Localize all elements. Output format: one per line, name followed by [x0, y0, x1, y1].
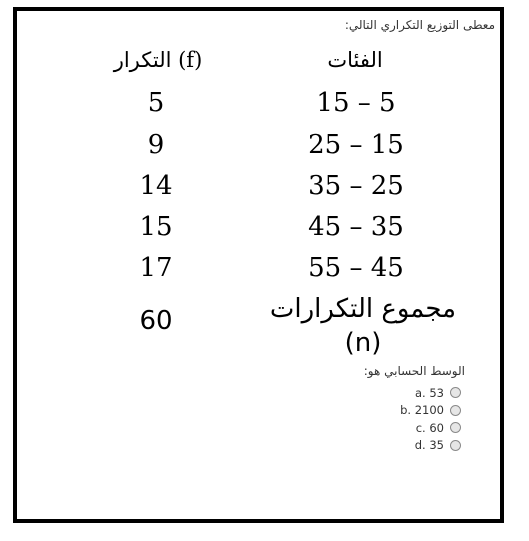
option-d[interactable]	[261, 437, 461, 455]
class-cell: 15 – 5	[316, 88, 396, 118]
option-label: a. 53	[415, 385, 444, 400]
class-cell: 35 – 25	[308, 171, 404, 201]
radio-button[interactable]	[450, 405, 461, 416]
frequency-cell: 5	[147, 88, 165, 118]
class-cell: 55 – 45	[308, 253, 404, 283]
class-cell: 25 – 15	[308, 130, 404, 160]
option-label: b. 2100	[400, 403, 444, 418]
option-label: d. 35	[414, 438, 444, 453]
radio-button[interactable]	[450, 440, 461, 451]
option-c[interactable]	[261, 419, 461, 437]
option-label: c. 60	[415, 420, 444, 435]
header-frequency: التكرار (f)	[113, 48, 203, 72]
question-intro: معطى التوزيع التكراري التالي:	[344, 18, 495, 32]
answer-options	[261, 384, 461, 454]
frequency-cell: 17	[139, 253, 173, 283]
option-a[interactable]	[261, 384, 461, 402]
option-b[interactable]	[261, 402, 461, 420]
sum-label: مجموع التكرارات (n)	[269, 294, 457, 358]
radio-button[interactable]	[450, 387, 461, 398]
frequency-cell: 15	[139, 212, 173, 242]
header-classes: الفئات	[327, 48, 383, 72]
sum-value: 60	[139, 306, 173, 336]
frequency-cell: 9	[147, 130, 165, 160]
frequency-cell: 14	[139, 171, 173, 201]
radio-button[interactable]	[450, 422, 461, 433]
class-cell: 45 – 35	[308, 212, 404, 242]
question-text: الوسط الحسابي هو:	[363, 364, 465, 378]
